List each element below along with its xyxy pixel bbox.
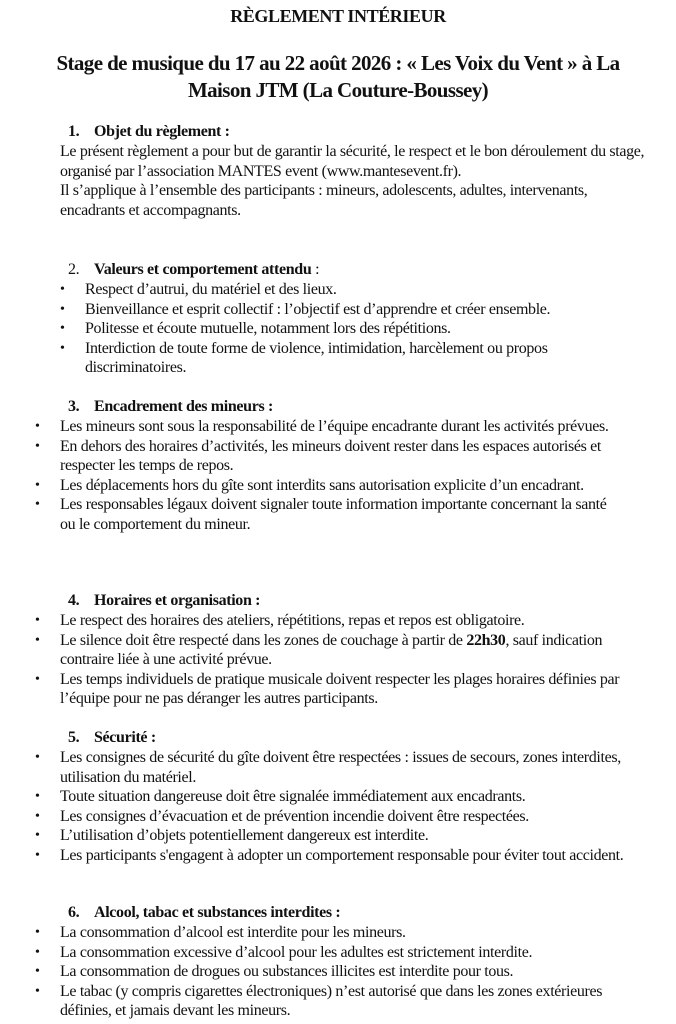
section-heading	[68, 122, 676, 142]
bullet-icon: •	[35, 828, 40, 844]
list-item-text: Politesse et écoute mutuelle, notamment lors des répétitions.	[85, 320, 451, 338]
bullet-icon: •	[35, 419, 40, 434]
bullet-list	[0, 748, 676, 866]
section-heading	[68, 728, 676, 748]
list-item-text: En dehors des horaires d’activités, les mineurs doivent rester dans les espaces autorisés et respecter les temps de repos.	[60, 437, 601, 475]
bullet-icon: •	[35, 964, 40, 980]
list-item-text: Les temps individuels de pratique musicale doivent respecter les plages horaires définies par l’équipe pour ne pas déranger les autres participants.	[60, 670, 620, 708]
list-item-text: Le silence doit être respecté dans les zones de couchage à partir de	[60, 631, 467, 649]
list-item-text: , sauf indication contraire liée à une activité prévue.	[60, 631, 603, 669]
section-title: Sécurité :	[94, 729, 156, 746]
bullet-icon: •	[35, 925, 40, 940]
section-title: Encadrement des mineurs :	[94, 398, 273, 415]
list-item	[0, 807, 625, 827]
bullet-icon: •	[35, 750, 40, 765]
section-objet	[0, 122, 676, 220]
bullet-icon: •	[60, 301, 65, 317]
section-heading	[68, 591, 676, 611]
silence-time: 22h30	[466, 631, 506, 649]
list-item-text: La consommation d’alcool est interdite pour les mineurs.	[60, 924, 406, 941]
bullet-list	[0, 611, 676, 709]
bullet-list	[0, 417, 676, 535]
bullet-icon: •	[35, 847, 40, 863]
bullet-icon: •	[35, 789, 40, 805]
section-number: 5.	[68, 729, 80, 746]
list-item-text: Le tabac (y compris cigarettes électroniques) n’est autorisé que dans les zones extérieures définies, et jamais devant les mineurs.	[60, 982, 603, 1020]
subtitle-line-2: Maison JTM (La Couture-Boussey)	[187, 78, 489, 102]
document-subtitle	[0, 50, 676, 104]
list-item	[0, 923, 625, 943]
list-item	[0, 787, 625, 807]
bullet-icon: •	[60, 340, 65, 356]
paragraph: Le présent règlement a pour but de garantir la sécurité, le respect et le bon déroulement du stage, organisé par l’association MANTES event (www.mantesevent.fr).	[60, 143, 645, 180]
section-valeurs	[0, 260, 676, 378]
list-item	[0, 748, 625, 787]
list-item-text: Les consignes d’évacuation et de prévention incendie doivent être respectées.	[60, 807, 529, 825]
list-item	[0, 846, 625, 866]
section-heading	[68, 903, 676, 923]
subtitle-line-1: Stage de musique du 17 au 22 août 2026 : « Les Voix du Vent » à La	[56, 51, 620, 75]
list-item	[0, 437, 625, 476]
bullet-icon: •	[35, 671, 40, 687]
section-number: 1.	[68, 123, 80, 140]
list-item	[0, 611, 625, 631]
list-item-text: Les responsables légaux doivent signaler toute information importante concernant la santé ou le comportement du mineur.	[60, 496, 607, 533]
section-securite	[0, 728, 676, 866]
list-item	[0, 339, 625, 378]
list-item-text: Interdiction de toute forme de violence, intimidation, harcèlement ou propos discriminatoires.	[85, 339, 548, 377]
bullet-icon: •	[35, 477, 40, 493]
list-item-text: La consommation excessive d’alcool pour les adultes est strictement interdite.	[60, 943, 533, 961]
list-item	[0, 943, 625, 963]
list-item	[0, 982, 625, 1021]
bullet-icon: •	[35, 438, 40, 454]
list-item	[0, 280, 625, 300]
list-item-text: Les mineurs sont sous la responsabilité de l’équipe encadrante durant les activités prévues.	[60, 418, 609, 435]
bullet-icon: •	[35, 944, 40, 960]
document-title: RÈGLEMENT INTÉRIEUR	[230, 6, 446, 26]
section-alcool-tabac	[0, 903, 676, 1021]
bullet-icon: •	[35, 983, 40, 999]
list-item	[0, 826, 625, 846]
section-heading	[68, 260, 676, 280]
list-item-text: Le respect des horaires des ateliers, répétitions, repas et repos est obligatoire.	[60, 612, 525, 629]
list-item	[0, 631, 625, 670]
list-item-text: Les participants s'engagent à adopter un comportement responsable pour éviter tout accident.	[60, 846, 624, 864]
list-item	[0, 962, 625, 982]
bullet-list	[0, 923, 676, 1021]
section-title-suffix: :	[311, 261, 320, 278]
section-encadrement	[0, 397, 676, 535]
section-title: Valeurs et comportement attendu	[94, 261, 312, 278]
bullet-icon: •	[35, 808, 40, 824]
bullet-icon: •	[35, 497, 40, 513]
list-item-text: Respect d’autrui, du matériel et des lieux.	[85, 281, 337, 298]
section-number: 3.	[68, 398, 80, 415]
list-item	[0, 495, 625, 534]
paragraph: Il s’applique à l’ensemble des participants : mineurs, adolescents, adultes, intervenants, encadrants et accompagnants.	[60, 182, 588, 219]
list-item-text: Les consignes de sécurité du gîte doivent être respectées : issues de secours, zones interdites, utilisation du matériel.	[60, 749, 621, 786]
list-item	[0, 417, 625, 437]
bullet-icon: •	[35, 632, 40, 648]
section-title: Alcool, tabac et substances interdites :	[94, 904, 341, 921]
section-heading	[68, 397, 676, 417]
section-horaires	[0, 591, 676, 709]
list-item-text: L’utilisation d’objets potentiellement dangereux est interdite.	[60, 827, 429, 845]
list-item	[0, 670, 625, 709]
section-number: 4.	[68, 592, 80, 609]
list-item-text: Bienveillance et esprit collectif : l’objectif est d’apprendre et créer ensemble.	[85, 300, 551, 318]
list-item	[0, 319, 625, 339]
list-item-text: Toute situation dangereuse doit être signalée immédiatement aux encadrants.	[60, 788, 526, 806]
list-item-text: Les déplacements hors du gîte sont interdits sans autorisation explicite d’un encadrant.	[60, 476, 584, 494]
section-number: 2.	[68, 261, 80, 278]
list-item	[0, 476, 625, 496]
list-item-text: La consommation de drogues ou substances illicites est interdite pour tous.	[60, 963, 514, 981]
list-item	[0, 300, 625, 320]
section-title: Horaires et organisation :	[94, 592, 261, 609]
section-number: 6.	[68, 904, 80, 921]
bullet-icon: •	[60, 321, 65, 337]
bullet-icon: •	[60, 282, 65, 297]
section-title: Objet du règlement :	[94, 123, 230, 140]
bullet-icon: •	[35, 613, 40, 628]
bullet-list	[0, 280, 676, 378]
